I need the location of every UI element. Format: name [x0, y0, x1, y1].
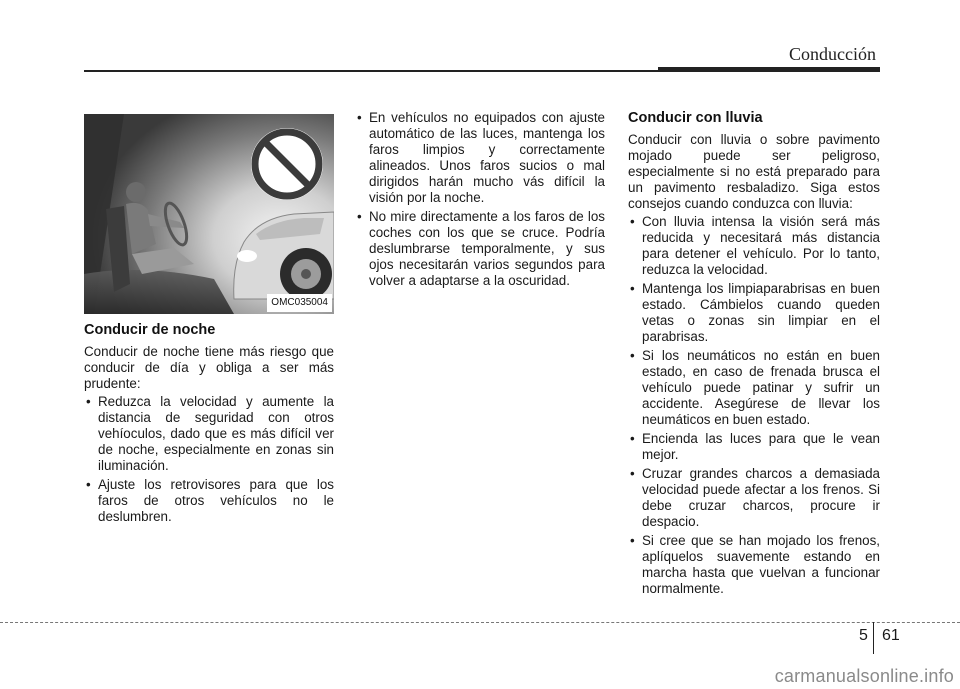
page-number: 61 — [882, 627, 900, 644]
list-item: • Con lluvia intensa la visión será más reducida y necesitará más distancia para detener el vehículo. Por lo tanto, reduzca la velocidad. — [630, 214, 880, 277]
bullet-icon: • — [357, 110, 362, 125]
rain-bullets — [628, 214, 880, 597]
rain-intro: Conducir con lluvia o sobre pavimento mojado puede ser peligroso, especialmente si no está preparado para un pavimento resbaladizo. Siga estos consejos cuando conduzca con lluvia: — [628, 132, 880, 211]
bullet-icon: • — [630, 214, 635, 229]
page-header-title: Conducción — [789, 44, 876, 64]
bullet-icon: • — [630, 281, 635, 296]
middle-column — [355, 110, 605, 292]
section-heading-rain: Conducir con lluvia — [628, 110, 763, 126]
footer-rule — [0, 622, 960, 623]
bullet-icon: • — [86, 477, 91, 492]
list-item: • Si cree que se han mojado los frenos, aplíquelos suavemente estando en marcha hasta que vuelvan a funcionar normalmente. — [630, 533, 880, 596]
bullet-icon: • — [630, 348, 635, 363]
right-column — [628, 110, 880, 600]
night-driving-illustration — [84, 114, 334, 314]
bullet-icon: • — [630, 466, 635, 481]
list-item: • Ajuste los retrovisores para que los faros de otros vehículos no le deslumbren. — [86, 477, 334, 524]
list-item: • Mantenga los limpiaparabrisas en buen estado. Cámbielos cuando queden vetas o zonas sin limpiar en el parabrisas. — [630, 281, 880, 344]
bullet-icon: • — [630, 431, 635, 446]
watermark: carmanualsonline.info — [774, 666, 954, 686]
left-column — [84, 110, 334, 528]
bullet-icon: • — [630, 533, 635, 548]
figure-code: OMC035004 — [267, 294, 332, 312]
night-bullets-continued — [355, 110, 605, 289]
list-item: • Si los neumáticos no están en buen estado, en caso de frenada brusca el vehículo puede patinar y sufrir un accidente. Asegúrese de llevar los neumáticos en buen estado. — [630, 348, 880, 427]
list-item: • En vehículos no equipados con ajuste automático de las luces, mantenga los faros limpios y correctamente alineados. Unos faros sucios o mal dirigidos harán mucho vás difícil la visión por la noche. — [357, 110, 605, 205]
bullet-icon: • — [86, 394, 91, 409]
section-heading-night: Conducir de noche — [84, 322, 216, 338]
list-item: • Reduzca la velocidad y aumente la distancia de seguridad con otros vehíoculos, dado que es más difícil ver de noche, especialmente en zonas sin iluminación. — [86, 394, 334, 473]
section-number: 5 — [859, 627, 868, 644]
night-glare-image — [84, 114, 334, 314]
night-bullets — [84, 394, 334, 525]
header-rule-accent — [658, 67, 880, 72]
night-intro: Conducir de noche tiene más riesgo que conducir de día y obliga a ser más prudente: — [84, 344, 334, 391]
list-item: • Cruzar grandes charcos a demasiada velocidad puede afectar a los frenos. Si debe cruzar charcos, procure ir despacio. — [630, 466, 880, 529]
bullet-icon: • — [357, 209, 362, 224]
list-item: • Encienda las luces para que le vean mejor. — [630, 431, 880, 462]
page-number-divider — [873, 622, 874, 654]
list-item: • No mire directamente a los faros de los coches con los que se cruce. Podría deslumbrarse temporalmente, y sus ojos necesitarán varios segundos para volver a adaptarse a la oscuridad. — [357, 209, 605, 288]
